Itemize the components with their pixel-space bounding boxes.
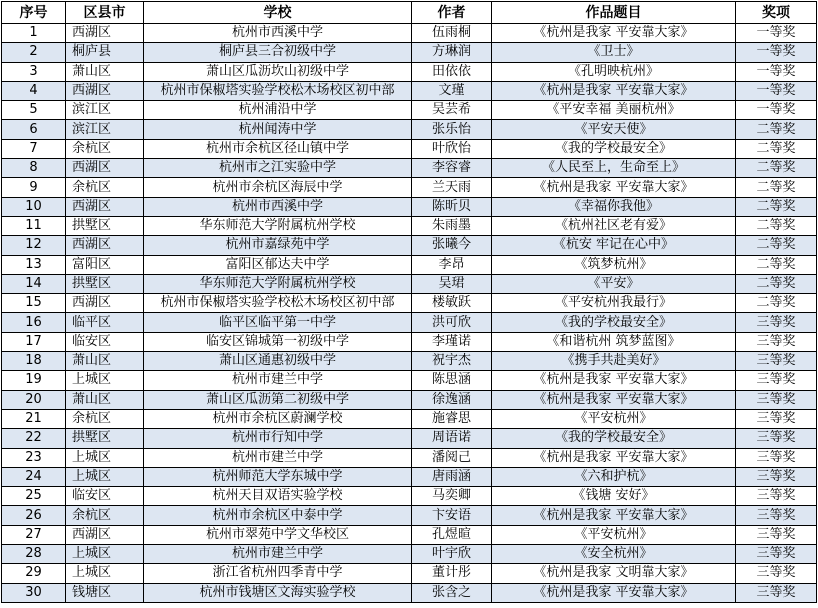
cell-school: 杭州市余杭区中泰中学: [144, 506, 412, 525]
cell-index: 22: [2, 429, 66, 448]
cell-author: 叶宇欣: [412, 545, 492, 564]
cell-school: 杭州市保椒塔实验学校松木场校区初中部: [144, 81, 412, 100]
cell-school: 杭州市保椒塔实验学校松木场校区初中部: [144, 294, 412, 313]
cell-award: 三等奖: [736, 525, 817, 544]
cell-author: 田依依: [412, 62, 492, 81]
cell-author: 楼敏跃: [412, 294, 492, 313]
cell-title: 《平安杭州我最行》: [492, 294, 736, 313]
cell-author: 陈昕贝: [412, 197, 492, 216]
cell-index: 2: [2, 43, 66, 62]
cell-award: 三等奖: [736, 487, 817, 506]
cell-school: 杭州市建兰中学: [144, 448, 412, 467]
cell-index: 16: [2, 313, 66, 332]
cell-title: 《平安》: [492, 274, 736, 293]
cell-title: 《平安杭州》: [492, 525, 736, 544]
cell-author: 唐雨涵: [412, 467, 492, 486]
cell-author: 潘阅己: [412, 448, 492, 467]
cell-award: 二等奖: [736, 120, 817, 139]
table-body: [2, 24, 817, 603]
cell-index: 26: [2, 506, 66, 525]
cell-author: 张曦今: [412, 236, 492, 255]
table-row: [2, 274, 817, 293]
cell-award: 三等奖: [736, 332, 817, 351]
cell-index: 6: [2, 120, 66, 139]
cell-title: 《平安天使》: [492, 120, 736, 139]
cell-title: 《人民至上，生命至上》: [492, 159, 736, 178]
cell-title: 《我的学校最安全》: [492, 429, 736, 448]
cell-award: 三等奖: [736, 352, 817, 371]
col-header-index: 序号: [2, 2, 66, 24]
col-header-district: 区县市: [66, 2, 144, 24]
cell-district: 余杭区: [66, 409, 144, 428]
cell-district: 上城区: [66, 448, 144, 467]
cell-school: 杭州市钱塘区文海实验学校: [144, 583, 412, 602]
table-row: [2, 525, 817, 544]
cell-author: 马奕卿: [412, 487, 492, 506]
cell-district: 萧山区: [66, 390, 144, 409]
cell-district: 上城区: [66, 467, 144, 486]
table-row: [2, 371, 817, 390]
cell-title: 《钱塘 安好》: [492, 487, 736, 506]
cell-title: 《平安杭州》: [492, 409, 736, 428]
cell-author: 卞安语: [412, 506, 492, 525]
awards-table: [1, 1, 817, 603]
table-row: [2, 216, 817, 235]
cell-school: 杭州市之江实验中学: [144, 159, 412, 178]
cell-author: 张含之: [412, 583, 492, 602]
cell-author: 朱雨墨: [412, 216, 492, 235]
table-row: [2, 583, 817, 602]
cell-school: 杭州市嘉绿苑中学: [144, 236, 412, 255]
cell-title: 《杭州是我家 平安靠大家》: [492, 448, 736, 467]
cell-school: 杭州市翠苑中学文华校区: [144, 525, 412, 544]
cell-award: 三等奖: [736, 313, 817, 332]
cell-title: 《幸福你我他》: [492, 197, 736, 216]
cell-school: 杭州市余杭区径山镇中学: [144, 139, 412, 158]
cell-school: 临平区临平第一中学: [144, 313, 412, 332]
cell-author: 施睿思: [412, 409, 492, 428]
table-row: [2, 236, 817, 255]
cell-author: 洪可欣: [412, 313, 492, 332]
table-row: [2, 467, 817, 486]
table-row: [2, 294, 817, 313]
cell-author: 伍雨桐: [412, 24, 492, 43]
cell-district: 萧山区: [66, 352, 144, 371]
cell-school: 萧山区瓜沥第二初级中学: [144, 390, 412, 409]
cell-title: 《杭州是我家 平安靠大家》: [492, 390, 736, 409]
cell-author: 李容睿: [412, 159, 492, 178]
cell-district: 临安区: [66, 332, 144, 351]
cell-author: 方琳润: [412, 43, 492, 62]
cell-district: 西湖区: [66, 525, 144, 544]
cell-district: 滨江区: [66, 120, 144, 139]
table-row: [2, 332, 817, 351]
cell-award: 三等奖: [736, 429, 817, 448]
cell-title: 《六和护杭》: [492, 467, 736, 486]
cell-school: 浙江省杭州四季青中学: [144, 564, 412, 583]
cell-school: 桐庐县三合初级中学: [144, 43, 412, 62]
cell-title: 《杭州是我家 文明靠大家》: [492, 564, 736, 583]
cell-district: 拱墅区: [66, 216, 144, 235]
cell-title: 《安全杭州》: [492, 545, 736, 564]
cell-author: 李昂: [412, 255, 492, 274]
table-row: [2, 255, 817, 274]
table-row: [2, 313, 817, 332]
table-row: [2, 43, 817, 62]
table-row: [2, 506, 817, 525]
cell-author: 孔煜暄: [412, 525, 492, 544]
cell-school: 临安区锦城第一初级中学: [144, 332, 412, 351]
cell-school: 杭州市西溪中学: [144, 197, 412, 216]
cell-school: 萧山区通惠初级中学: [144, 352, 412, 371]
cell-index: 7: [2, 139, 66, 158]
cell-district: 西湖区: [66, 159, 144, 178]
cell-award: 二等奖: [736, 178, 817, 197]
cell-school: 杭州市行知中学: [144, 429, 412, 448]
table-row: [2, 545, 817, 564]
cell-award: 一等奖: [736, 81, 817, 100]
cell-index: 24: [2, 467, 66, 486]
cell-index: 4: [2, 81, 66, 100]
cell-district: 西湖区: [66, 197, 144, 216]
cell-author: 吴珺: [412, 274, 492, 293]
cell-index: 23: [2, 448, 66, 467]
cell-school: 杭州市建兰中学: [144, 371, 412, 390]
col-header-title: 作品题目: [492, 2, 736, 24]
cell-award: 二等奖: [736, 216, 817, 235]
cell-title: 《和谐杭州 筑梦蓝图》: [492, 332, 736, 351]
cell-district: 西湖区: [66, 236, 144, 255]
cell-district: 余杭区: [66, 139, 144, 158]
cell-title: 《我的学校最安全》: [492, 139, 736, 158]
cell-index: 15: [2, 294, 66, 313]
cell-author: 叶欣怡: [412, 139, 492, 158]
cell-award: 二等奖: [736, 236, 817, 255]
cell-district: 滨江区: [66, 101, 144, 120]
table-row: [2, 197, 817, 216]
cell-award: 二等奖: [736, 294, 817, 313]
cell-district: 西湖区: [66, 294, 144, 313]
cell-title: 《杭州是我家 平安靠大家》: [492, 24, 736, 43]
cell-award: 三等奖: [736, 409, 817, 428]
cell-index: 1: [2, 24, 66, 43]
cell-school: 杭州浦沿中学: [144, 101, 412, 120]
cell-author: 文瑾: [412, 81, 492, 100]
cell-index: 13: [2, 255, 66, 274]
col-header-award: 奖项: [736, 2, 817, 24]
cell-index: 18: [2, 352, 66, 371]
cell-school: 杭州闻涛中学: [144, 120, 412, 139]
cell-title: 《杭州是我家 平安靠大家》: [492, 583, 736, 602]
cell-title: 《杭州是我家 平安靠大家》: [492, 371, 736, 390]
cell-award: 一等奖: [736, 62, 817, 81]
table-row: [2, 120, 817, 139]
cell-school: 杭州天目双语实验学校: [144, 487, 412, 506]
table-row: [2, 139, 817, 158]
cell-index: 30: [2, 583, 66, 602]
cell-award: 三等奖: [736, 583, 817, 602]
cell-award: 三等奖: [736, 545, 817, 564]
cell-district: 西湖区: [66, 24, 144, 43]
cell-school: 华东师范大学附属杭州学校: [144, 216, 412, 235]
cell-author: 徐逸涵: [412, 390, 492, 409]
cell-award: 三等奖: [736, 448, 817, 467]
cell-school: 杭州师范大学东城中学: [144, 467, 412, 486]
table-row: [2, 487, 817, 506]
cell-author: 祝宇杰: [412, 352, 492, 371]
cell-district: 萧山区: [66, 62, 144, 81]
table-row: [2, 352, 817, 371]
cell-school: 富阳区郁达夫中学: [144, 255, 412, 274]
cell-award: 二等奖: [736, 197, 817, 216]
table-row: [2, 159, 817, 178]
cell-index: 12: [2, 236, 66, 255]
table-row: [2, 101, 817, 120]
cell-school: 华东师范大学附属杭州学校: [144, 274, 412, 293]
cell-title: 《杭州社区老有爱》: [492, 216, 736, 235]
cell-index: 3: [2, 62, 66, 81]
cell-district: 临平区: [66, 313, 144, 332]
cell-index: 21: [2, 409, 66, 428]
cell-district: 拱墅区: [66, 274, 144, 293]
cell-school: 杭州市余杭区海辰中学: [144, 178, 412, 197]
table-row: [2, 62, 817, 81]
cell-district: 桐庐县: [66, 43, 144, 62]
cell-title: 《卫士》: [492, 43, 736, 62]
cell-district: 钱塘区: [66, 583, 144, 602]
cell-index: 8: [2, 159, 66, 178]
cell-title: 《我的学校最安全》: [492, 313, 736, 332]
cell-author: 兰天雨: [412, 178, 492, 197]
cell-author: 张乐怡: [412, 120, 492, 139]
table-row: [2, 390, 817, 409]
cell-school: 杭州市余杭区蔚澜学校: [144, 409, 412, 428]
col-header-school: 学校: [144, 2, 412, 24]
table-row: [2, 409, 817, 428]
cell-index: 19: [2, 371, 66, 390]
cell-index: 9: [2, 178, 66, 197]
cell-index: 29: [2, 564, 66, 583]
cell-award: 一等奖: [736, 101, 817, 120]
cell-school: 杭州市建兰中学: [144, 545, 412, 564]
col-header-author: 作者: [412, 2, 492, 24]
cell-award: 三等奖: [736, 467, 817, 486]
cell-index: 28: [2, 545, 66, 564]
cell-award: 三等奖: [736, 390, 817, 409]
table-row: [2, 24, 817, 43]
cell-title: 《杭州是我家 平安靠大家》: [492, 81, 736, 100]
cell-index: 5: [2, 101, 66, 120]
cell-index: 17: [2, 332, 66, 351]
cell-index: 14: [2, 274, 66, 293]
cell-district: 西湖区: [66, 81, 144, 100]
cell-author: 吴芸希: [412, 101, 492, 120]
cell-district: 上城区: [66, 545, 144, 564]
header-row: [2, 2, 817, 24]
cell-district: 富阳区: [66, 255, 144, 274]
cell-index: 10: [2, 197, 66, 216]
table-row: [2, 429, 817, 448]
cell-award: 三等奖: [736, 506, 817, 525]
cell-award: 一等奖: [736, 24, 817, 43]
cell-author: 董计彤: [412, 564, 492, 583]
cell-title: 《平安幸福 美丽杭州》: [492, 101, 736, 120]
table-row: [2, 564, 817, 583]
cell-school: 萧山区瓜沥坎山初级中学: [144, 62, 412, 81]
cell-award: 二等奖: [736, 255, 817, 274]
cell-district: 上城区: [66, 371, 144, 390]
cell-author: 李瑾诺: [412, 332, 492, 351]
cell-index: 25: [2, 487, 66, 506]
cell-title: 《杭州是我家 平安靠大家》: [492, 178, 736, 197]
cell-award: 一等奖: [736, 43, 817, 62]
cell-district: 拱墅区: [66, 429, 144, 448]
cell-district: 余杭区: [66, 506, 144, 525]
cell-district: 临安区: [66, 487, 144, 506]
cell-title: 《杭州是我家 平安靠大家》: [492, 506, 736, 525]
cell-index: 11: [2, 216, 66, 235]
cell-award: 三等奖: [736, 564, 817, 583]
table-row: [2, 448, 817, 467]
cell-title: 《孔明映杭州》: [492, 62, 736, 81]
cell-award: 三等奖: [736, 371, 817, 390]
cell-award: 二等奖: [736, 139, 817, 158]
cell-title: 《筑梦杭州》: [492, 255, 736, 274]
cell-school: 杭州市西溪中学: [144, 24, 412, 43]
cell-author: 陈思涵: [412, 371, 492, 390]
cell-author: 周语诺: [412, 429, 492, 448]
cell-index: 27: [2, 525, 66, 544]
cell-index: 20: [2, 390, 66, 409]
table-row: [2, 178, 817, 197]
cell-title: 《携手共赴美好》: [492, 352, 736, 371]
table-row: [2, 81, 817, 100]
cell-title: 《杭安 牢记在心中》: [492, 236, 736, 255]
cell-district: 上城区: [66, 564, 144, 583]
cell-award: 二等奖: [736, 159, 817, 178]
cell-district: 余杭区: [66, 178, 144, 197]
cell-award: 二等奖: [736, 274, 817, 293]
